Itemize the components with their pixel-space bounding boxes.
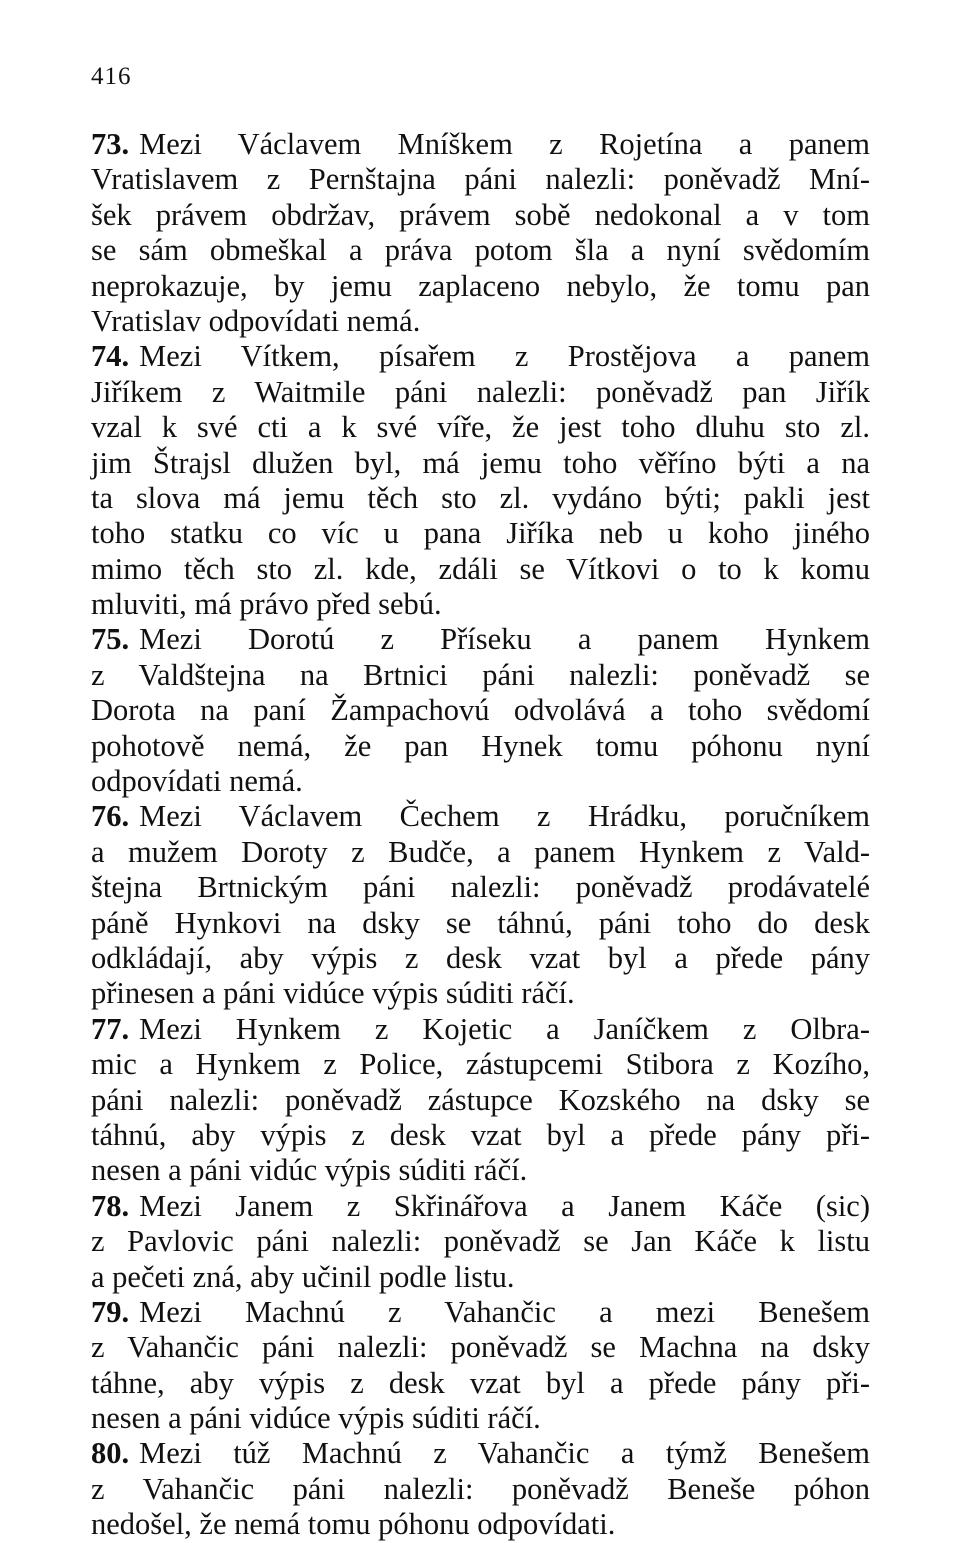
text-line: pohotově nemá, že pan Hynek tomu póhonu nyní [91,728,870,763]
text-line [91,1436,870,1471]
text-line: z Vahančic páni nalezli: poněvadž se Machna na dsky [91,1330,870,1365]
text-line: štejna Brtnickým páni nalezli: poněvadž prodávatelé [91,870,870,905]
text-line: z Pavlovic páni nalezli: poněvadž se Jan Káče k listu [91,1224,870,1259]
page-number: 416 [91,63,132,90]
entry-number: 74. [91,339,130,374]
entry-78 [91,1189,870,1295]
entry-number: 78. [91,1188,130,1223]
text-line: neprokazuje, by jemu zaplaceno nebylo, že tomu pan [91,268,870,303]
text-line [91,1189,870,1224]
text-line: nesen a páni vidúc výpis súditi ráčí. [91,1153,528,1188]
entry-79 [91,1295,870,1437]
text-line: táhne, aby výpis z desk vzat byl a přede pány při- [91,1365,870,1400]
line-text: Mezi Janem z Skřinářova a Janem Káče (sic) [139,1188,870,1223]
text-line: šek právem obdržav, právem sobě nedokonal a v tom [91,197,870,232]
entry-number: 80. [91,1436,130,1471]
entry-73 [91,127,870,339]
text-line: mic a Hynkem z Police, zástupcemi Stibora z Kozího, [91,1047,870,1082]
text-line: se sám obmeškal a práva potom šla a nyní svědomím [91,233,870,268]
text-line: Vratislav odpovídati nemá. [91,303,421,338]
text-line: toho statku co víc u pana Jiříka neb u koho jiného [91,516,870,551]
text-line [91,1295,870,1330]
entry-number: 76. [91,799,130,834]
text-line: nesen a páni vidúce výpis súditi ráčí. [91,1401,541,1436]
entry-74 [91,339,870,622]
text-line [91,339,870,374]
line-text: Mezi Václavem Mníškem z Rojetína a panem [139,127,870,161]
entry-number: 77. [91,1011,130,1046]
line-text: Mezi Vítkem, písařem z Prostějova a panem [139,339,870,374]
text-line: mluviti, má právo před sebú. [91,587,442,622]
entry-75 [91,622,870,799]
text-line [91,622,870,657]
line-text: Mezi Václavem Čechem z Hrádku, poručníkem [139,799,870,834]
text-line: vzal k své cti a k své víře, že jest toho dluhu sto zl. [91,410,870,445]
entry-80 [91,1436,870,1542]
text-line: z Vahančic páni nalezli: poněvadž Beneše póhon [91,1471,870,1506]
text-line [91,127,870,162]
text-line: nedošel, že nemá tomu póhonu odpovídati. [91,1507,616,1542]
entry-number: 73. [91,127,130,161]
entry-76 [91,799,870,1011]
text-line [91,799,870,834]
text-line: Vratislavem z Pernštajna páni nalezli: poněvadž Mní- [91,162,870,197]
text-line: jim Štrajsl dlužen byl, má jemu toho věříno býti a na [91,445,870,480]
text-line: z Valdštejna na Brtnici páni nalezli: poněvadž se [91,657,870,692]
text-line: táhnú, aby výpis z desk vzat byl a přede pány při- [91,1117,870,1152]
text-line: páni nalezli: poněvadž zástupce Kozského na dsky se [91,1082,870,1117]
text-line: a pečeti zná, aby učinil podle listu. [91,1259,515,1294]
text-line: odpovídati nemá. [91,764,303,799]
entry-number: 79. [91,1294,130,1329]
entry-77 [91,1012,870,1189]
line-text: Mezi Hynkem z Kojetic a Janíčkem z Olbra- [139,1011,870,1046]
text-line [91,1012,870,1047]
body-text [91,127,870,1543]
line-text: Mezi Dorotú z Příseku a panem Hynkem [139,622,870,657]
text-line: páně Hynkovi na dsky se táhnú, páni toho do desk [91,905,870,940]
line-text: Mezi túž Machnú z Vahančic a týmž Benešem [139,1436,870,1471]
text-line: Dorota na paní Žampachovú odvolává a toho svědomí [91,693,870,728]
text-line: přinesen a páni vidúce výpis súditi ráčí. [91,976,575,1011]
text-line: odkládají, aby výpis z desk vzat byl a přede pány [91,940,870,975]
text-line: a mužem Doroty z Budče, a panem Hynkem z Vald- [91,834,870,869]
entry-number: 75. [91,622,130,657]
line-text: Mezi Machnú z Vahančic a mezi Benešem [139,1294,870,1329]
text-line: mimo těch sto zl. kde, zdáli se Vítkovi o to k komu [91,551,870,586]
text-line: Jiříkem z Waitmile páni nalezli: poněvadž pan Jiřík [91,374,870,409]
text-line: ta slova má jemu těch sto zl. vydáno býti; pakli jest [91,480,870,515]
